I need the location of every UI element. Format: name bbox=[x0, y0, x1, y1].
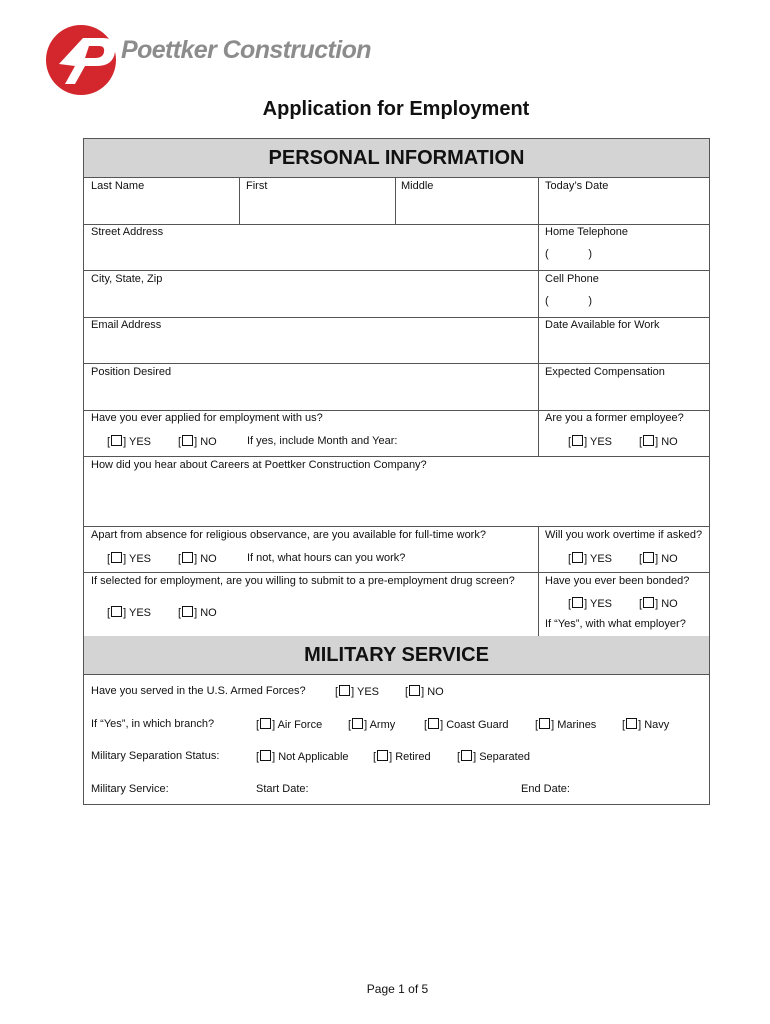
served-no[interactable]: [ ] NO bbox=[405, 686, 444, 698]
checkbox-icon[interactable] bbox=[339, 685, 350, 696]
branch-marines[interactable]: [ ] Marines bbox=[535, 719, 597, 731]
branch-army[interactable]: [ ] Army bbox=[348, 719, 396, 731]
overtime-question: Will you work overtime if asked? bbox=[545, 529, 703, 541]
overtime-no[interactable]: [ ] NO bbox=[639, 553, 678, 565]
home-phone-area-code: ( ) bbox=[545, 248, 593, 260]
fulltime-no[interactable]: [ ] NO bbox=[178, 553, 217, 565]
drug-screen-yes[interactable]: [ ] YES bbox=[107, 607, 151, 619]
personal-section-title: PERSONAL INFORMATION bbox=[268, 147, 525, 169]
start-date-label: Start Date: bbox=[256, 783, 309, 795]
former-employee-yes[interactable]: [ ] YES bbox=[568, 436, 612, 448]
checkbox-icon[interactable] bbox=[409, 685, 420, 696]
drug-screen-no[interactable]: [ ] NO bbox=[178, 607, 217, 619]
applied-before-no[interactable]: [ ] NO bbox=[178, 436, 217, 448]
todays-date-label: Today’s Date bbox=[545, 180, 609, 192]
expected-compensation-label: Expected Compensation bbox=[545, 366, 665, 378]
checkbox-icon[interactable] bbox=[626, 718, 637, 729]
last-name-label: Last Name bbox=[91, 180, 145, 192]
checkbox-icon[interactable] bbox=[428, 718, 439, 729]
page-number: Page 1 of 5 bbox=[366, 982, 429, 996]
fulltime-yes[interactable]: [ ] YES bbox=[107, 553, 151, 565]
street-address-label: Street Address bbox=[91, 226, 164, 238]
branch-question: If “Yes”, in which branch? bbox=[91, 718, 215, 730]
former-employee-no[interactable]: [ ] NO bbox=[639, 436, 678, 448]
checkbox-icon[interactable] bbox=[182, 606, 193, 617]
checkbox-icon[interactable] bbox=[572, 597, 583, 608]
applied-before-yes[interactable]: [ ] YES bbox=[107, 436, 151, 448]
home-telephone-label: Home Telephone bbox=[545, 226, 628, 238]
date-available-label: Date Available for Work bbox=[545, 319, 660, 331]
end-date-label: End Date: bbox=[521, 783, 570, 795]
separation-status-label: Military Separation Status: bbox=[91, 750, 220, 762]
city-state-zip-label: City, State, Zip bbox=[91, 273, 163, 285]
checkbox-icon[interactable] bbox=[539, 718, 550, 729]
email-address-label: Email Address bbox=[91, 319, 162, 331]
bonded-no[interactable]: [ ] NO bbox=[639, 598, 678, 610]
fulltime-question: Apart from absence for religious observance, are you available for full-time work? bbox=[91, 529, 486, 541]
checkbox-icon[interactable] bbox=[643, 597, 654, 608]
checkbox-icon[interactable] bbox=[260, 718, 271, 729]
checkbox-icon[interactable] bbox=[572, 435, 583, 446]
status-retired[interactable]: [ ] Retired bbox=[373, 751, 431, 763]
if-not-hours-label: If not, what hours can you work? bbox=[247, 552, 406, 564]
checkbox-icon[interactable] bbox=[643, 435, 654, 446]
applied-before-question: Have you ever applied for employment with us? bbox=[91, 412, 323, 424]
branch-navy[interactable]: [ ] Navy bbox=[622, 719, 670, 731]
status-separated[interactable]: [ ] Separated bbox=[457, 751, 530, 763]
cell-phone-label: Cell Phone bbox=[545, 273, 599, 285]
checkbox-icon[interactable] bbox=[111, 606, 122, 617]
checkbox-icon[interactable] bbox=[572, 552, 583, 563]
bonded-question: Have you ever been bonded? bbox=[545, 575, 690, 587]
cell-phone-area-code: ( ) bbox=[545, 295, 593, 307]
document-title: Application for Employment bbox=[262, 98, 530, 120]
company-name: Poettker Construction bbox=[121, 36, 371, 64]
served-question: Have you served in the U.S. Armed Forces? bbox=[91, 685, 306, 697]
checkbox-icon[interactable] bbox=[260, 750, 271, 761]
served-yes[interactable]: [ ] YES bbox=[335, 686, 379, 698]
bonded-yes[interactable]: [ ] YES bbox=[568, 598, 612, 610]
drug-screen-question: If selected for employment, are you willing to submit to a pre-employment drug screen? bbox=[91, 575, 515, 587]
checkbox-icon[interactable] bbox=[111, 552, 122, 563]
branch-air-force[interactable]: [ ] Air Force bbox=[256, 719, 323, 731]
first-name-label: First bbox=[246, 180, 268, 192]
checkbox-icon[interactable] bbox=[643, 552, 654, 563]
checkbox-icon[interactable] bbox=[352, 718, 363, 729]
status-not-applicable[interactable]: [ ] Not Applicable bbox=[256, 751, 349, 763]
middle-name-label: Middle bbox=[401, 180, 434, 192]
poettker-logo-icon bbox=[45, 24, 125, 96]
military-service-label: Military Service: bbox=[91, 783, 169, 795]
checkbox-icon[interactable] bbox=[182, 435, 193, 446]
bonded-employer-label: If “Yes”, with what employer? bbox=[545, 618, 686, 630]
position-desired-label: Position Desired bbox=[91, 366, 172, 378]
checkbox-icon[interactable] bbox=[111, 435, 122, 446]
military-section-title: MILITARY SERVICE bbox=[304, 644, 489, 666]
application-form bbox=[83, 138, 710, 805]
checkbox-icon[interactable] bbox=[461, 750, 472, 761]
checkbox-icon[interactable] bbox=[377, 750, 388, 761]
former-employee-question: Are you a former employee? bbox=[545, 412, 684, 424]
overtime-yes[interactable]: [ ] YES bbox=[568, 553, 612, 565]
if-yes-month-year-label: If yes, include Month and Year: bbox=[247, 435, 398, 447]
branch-coast-guard[interactable]: [ ] Coast Guard bbox=[424, 719, 509, 731]
heard-about-question: How did you hear about Careers at Poettker Construction Company? bbox=[91, 459, 427, 471]
checkbox-icon[interactable] bbox=[182, 552, 193, 563]
